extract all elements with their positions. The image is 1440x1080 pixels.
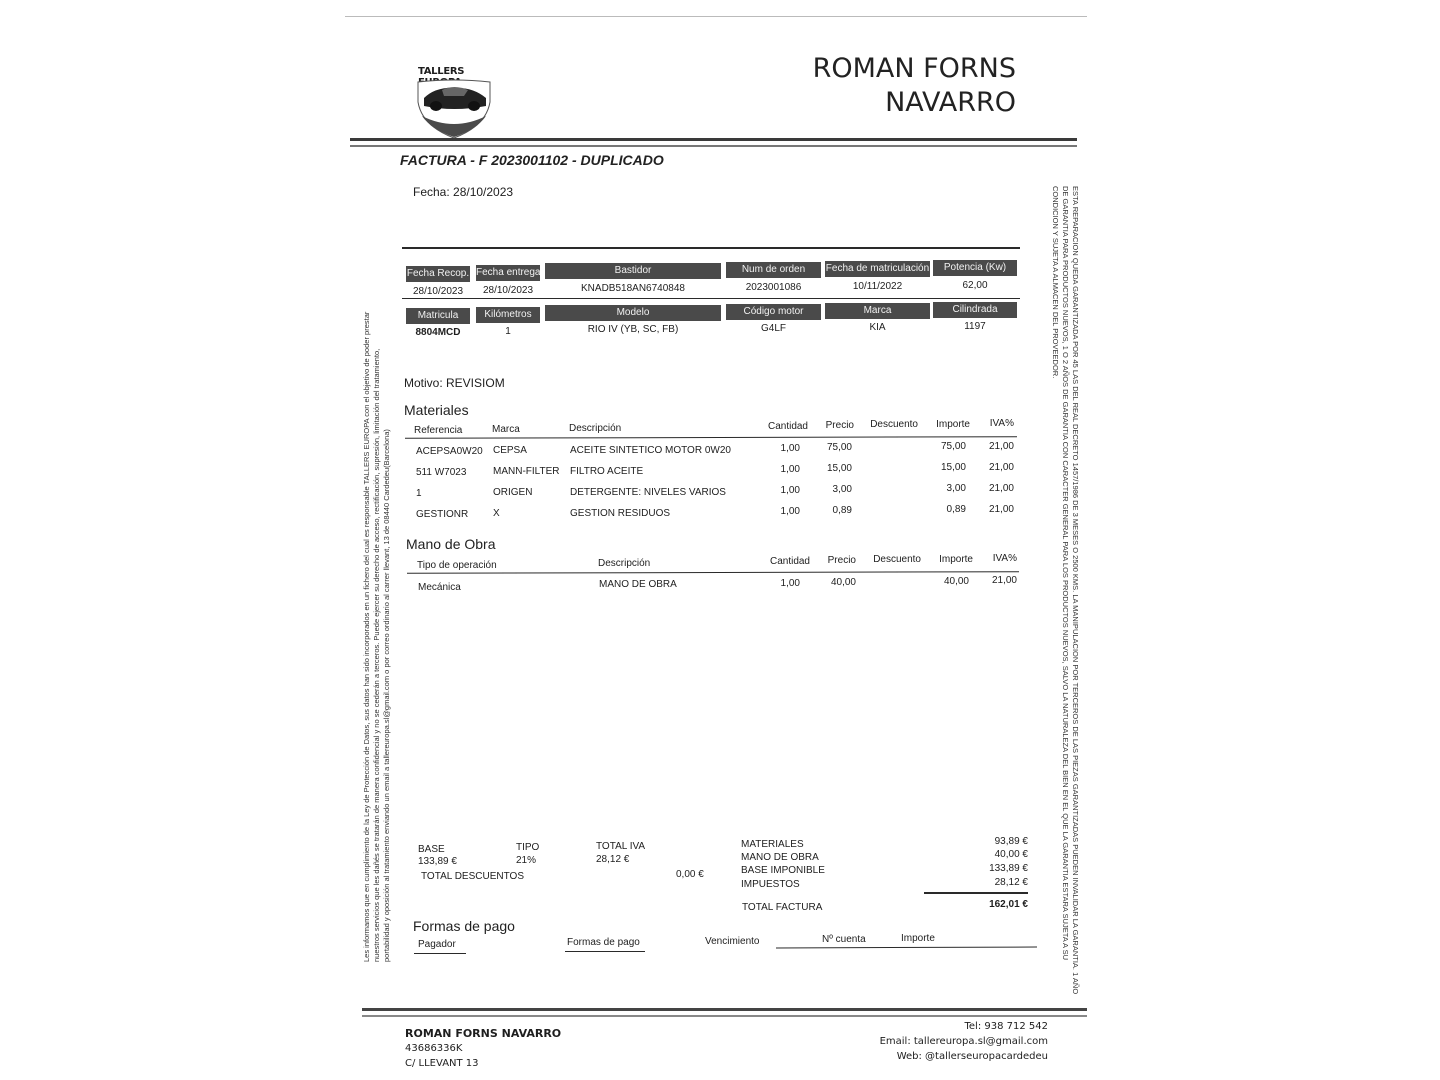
vehicle-header-fecha-entrega: Fecha entrega — [476, 265, 540, 281]
mano-obra-cell-iva: 21,00 — [991, 575, 1017, 586]
materiales-cell-referencia: ACEPSA0W20 — [416, 446, 483, 457]
motivo: Motivo: REVISIOM — [404, 376, 505, 390]
totals-base-imponible-value: 133,89 € — [989, 863, 1028, 874]
mano-obra-cell-cantidad: 1,00 — [780, 578, 800, 589]
pago-header-vencimiento: Vencimiento — [705, 936, 760, 947]
side-left-line-3: portabilidad y oposición al tratamiento enviando un email a tallereuropa.sl@gmail.com o por correo ordinario al carrer llevant, 13 de 08440 Cardedeu(Barcelona) — [382, 429, 391, 962]
vehicle-value-fecha-matriculacion: 10/11/2022 — [852, 281, 903, 292]
total-descuentos-label: TOTAL DESCUENTOS — [421, 871, 524, 882]
totals-materiales-value: 93,89 € — [994, 836, 1028, 847]
vehicle-value-fecha-recop: 28/10/2023 — [412, 286, 464, 297]
mano-obra-header-iva: IVA% — [992, 553, 1017, 564]
pago-header-cuenta: Nº cuenta — [822, 934, 866, 945]
materiales-cell-importe: 3,00 — [946, 483, 966, 494]
pago-rule-formas — [565, 951, 645, 952]
vehicle-value-codigo-motor: G4LF — [760, 323, 786, 334]
materiales-cell-precio: 15,00 — [826, 463, 852, 474]
materiales-cell-marca: X — [493, 508, 500, 519]
vehicle-header-bastidor: Bastidor — [545, 263, 721, 279]
materiales-cell-precio: 75,00 — [826, 442, 852, 453]
materiales-cell-cantidad: 1,00 — [780, 464, 800, 475]
materiales-header-cantidad: Cantidad — [767, 421, 808, 432]
footer-rule-thin — [362, 1015, 1087, 1017]
side-left-line-1: Les informamos que en cumplimiento de la Ley de Protección de Datos, sus datos han sido incorporados en un fichero del cual es responsable TALLERS EUROPA con el objetivo de poder prestar — [362, 311, 371, 962]
mano-obra-header-cantidad: Cantidad — [769, 556, 810, 567]
mano-obra-header-precio: Precio — [827, 555, 856, 566]
totals-impuestos-value: 28,12 € — [994, 877, 1028, 888]
materiales-cell-marca: CEPSA — [493, 445, 527, 456]
side-right-line-3: CONDICION Y SUJETA A ALMACEN DEL PROVEEDOR. — [1051, 186, 1060, 379]
vehicle-header-num-orden: Num de orden — [726, 262, 821, 278]
materiales-cell-descripcion: FILTRO ACEITE — [570, 466, 644, 477]
materiales-cell-referencia: 511 W7023 — [416, 467, 467, 478]
vehicle-value-modelo: RIO IV (YB, SC, FB) — [587, 324, 679, 335]
materiales-cell-referencia: 1 — [416, 488, 422, 499]
vehicle-mid-rule — [402, 298, 1020, 299]
totals-impuestos-label: IMPUESTOS — [741, 879, 800, 890]
tax-total-iva-value: 28,12 € — [596, 854, 630, 865]
tax-tipo-value: 21% — [516, 855, 537, 866]
materiales-cell-iva: 21,00 — [988, 504, 1014, 515]
materiales-header-importe: Importe — [936, 419, 970, 430]
company-logo — [412, 62, 496, 142]
materiales-cell-marca: ORIGEN — [493, 487, 533, 498]
vehicle-header-codigo-motor: Código motor — [726, 304, 821, 320]
total-factura-label: TOTAL FACTURA — [742, 902, 823, 913]
pago-header-pagador: Pagador — [418, 939, 456, 950]
materiales-cell-iva: 21,00 — [988, 462, 1014, 473]
materiales-cell-descripcion: DETERGENTE: NIVELES VARIOS — [570, 487, 726, 498]
materiales-cell-cantidad: 1,00 — [780, 485, 800, 496]
footer-email: Email: tallereuropa.sl@gmail.com — [879, 1036, 1048, 1047]
footer-company-name: ROMAN FORNS NAVARRO — [405, 1027, 562, 1040]
materiales-header-marca: Marca — [492, 424, 520, 435]
logo-text: TALLERS — [418, 66, 465, 77]
mano-obra-header-importe: Importe — [939, 554, 973, 565]
totals-materiales-label: MATERIALES — [741, 839, 804, 850]
footer-nif: 43686336K — [405, 1043, 463, 1054]
materiales-header-descripcion: Descripción — [569, 423, 622, 434]
vehicle-value-fecha-entrega: 28/10/2023 — [482, 285, 534, 296]
invoice-date: Fecha: 28/10/2023 — [413, 185, 514, 199]
vehicle-header-potencia: Potencia (Kw) — [933, 260, 1017, 276]
totals-mano-obra-label: MANO DE OBRA — [741, 852, 819, 863]
pago-rule-pagador — [414, 953, 466, 954]
materiales-cell-descripcion: ACEITE SINTETICO MOTOR 0W20 — [570, 445, 731, 456]
vehicle-value-num-orden: 2023001086 — [745, 282, 802, 293]
mano-obra-cell-descripcion: MANO DE OBRA — [599, 579, 677, 590]
materiales-header-iva: IVA% — [989, 418, 1014, 429]
materiales-header-referencia: Referencia — [414, 425, 463, 436]
tax-tipo-label: TIPO — [516, 842, 540, 853]
side-legal-text-left — [362, 312, 392, 962]
materiales-cell-importe: 75,00 — [940, 441, 966, 452]
company-name-line2: NAVARRO — [885, 87, 1016, 118]
tax-base-label: BASE — [418, 844, 445, 855]
materiales-header-precio: Precio — [825, 420, 854, 431]
footer-address: C/ LLEVANT 13 — [405, 1058, 479, 1069]
side-warranty-text-right — [1050, 186, 1080, 994]
top-scan-line — [345, 16, 1087, 17]
vehicle-header-fecha-matriculacion: Fecha de matriculación — [825, 261, 930, 277]
mano-obra-header-descripcion: Descripción — [598, 558, 651, 569]
car-shield-icon — [414, 78, 494, 140]
vehicle-header-matricula: Matricula — [406, 308, 470, 324]
formas-pago-title: Formas de pago — [413, 918, 515, 934]
materiales-cell-cantidad: 1,00 — [780, 443, 800, 454]
vehicle-value-kilometros: 1 — [505, 326, 511, 337]
mano-obra-header-tipo: Tipo de operación — [417, 560, 497, 571]
footer-rule — [362, 1008, 1087, 1011]
vehicle-value-matricula: 8804MCD — [415, 327, 461, 338]
footer-tel: Tel: 938 712 542 — [964, 1021, 1048, 1032]
vehicle-header-fecha-recop: Fecha Recop. — [406, 266, 470, 282]
header-rule — [350, 138, 1077, 141]
mano-obra-header-rule — [407, 571, 1019, 574]
mano-obra-cell-tipo: Mecánica — [418, 582, 461, 593]
total-factura-value: 162,01 € — [989, 899, 1028, 910]
invoice-title: FACTURA - F 2023001102 - DUPLICADO — [400, 152, 664, 168]
pago-header-formas: Formas de pago — [567, 937, 640, 948]
totals-mano-obra-value: 40,00 € — [994, 849, 1028, 860]
vehicle-header-cilindrada: Cilindrada — [933, 302, 1017, 318]
totals-base-imponible-label: BASE IMPONIBLE — [741, 865, 825, 876]
vehicle-header-marca: Marca — [825, 303, 930, 319]
header-rule-thin — [350, 145, 1077, 147]
company-name-line1: ROMAN FORNS — [812, 53, 1016, 84]
vehicle-value-marca: KIA — [869, 322, 886, 333]
materiales-header-rule — [405, 436, 1017, 439]
vehicle-value-bastidor: KNADB518AN6740848 — [581, 283, 685, 294]
materiales-cell-iva: 21,00 — [988, 483, 1014, 494]
tax-total-iva-label: TOTAL IVA — [596, 841, 646, 852]
side-right-line-1: ESTA REPARACION QUEDA GARANTIZADA POR 45 LAS DEL REAL DECRETO 1457/1986 DE 3 MESES O 2500 KMS. LA MANIPULACION POR TERCEROS DE LAS PIEZAS GARANTIZADAS PUEDEN INVALIDAR LA GARANTIA. 1 AÑO — [1071, 186, 1080, 995]
tax-base-value: 133,89 € — [418, 856, 457, 867]
materiales-cell-descripcion: GESTION RESIDUOS — [570, 508, 671, 519]
materiales-cell-precio: 3,00 — [832, 484, 852, 495]
materiales-cell-cantidad: 1,00 — [780, 506, 800, 517]
mano-obra-title: Mano de Obra — [406, 536, 496, 552]
company-name — [760, 52, 1016, 120]
materiales-header-descuento: Descuento — [870, 419, 918, 430]
vehicle-top-rule — [402, 247, 1020, 249]
footer-web: Web: @tallerseuropacardedeu — [896, 1051, 1048, 1062]
vehicle-header-kilometros: Kilómetros — [476, 307, 540, 323]
materiales-cell-referencia: GESTIONR — [416, 509, 469, 520]
materiales-cell-precio: 0,89 — [832, 505, 852, 516]
vehicle-header-modelo: Modelo — [545, 305, 721, 321]
pago-header-importe: Importe — [901, 933, 935, 944]
materiales-cell-iva: 21,00 — [988, 441, 1014, 452]
vehicle-value-potencia: 62,00 — [962, 280, 988, 291]
mano-obra-cell-precio: 40,00 — [830, 577, 856, 588]
materiales-cell-importe: 15,00 — [940, 462, 966, 473]
totals-rule — [924, 892, 1028, 894]
materiales-cell-importe: 0,89 — [946, 504, 966, 515]
side-right-line-2: DE GARANTIA PARA PRODUCTOS NUEVOS, 1 O 2 AÑOS DE GARANTIA CON CARACTER GENERAL PARA LOS PRODUCTOS NUEVOS, SALVO LA NATURALEZA DEL BIEN EN EL QUE LA GARANTIA ESTARA SUJETA A SU — [1061, 186, 1070, 961]
side-left-line-2: nuestros servicios que les dañés se tratarán de manera confidencial y no se cederán a terceros. Puede ejercer su derecho de acceso, rectificación, supresión, limitación del tratamiento, — [372, 348, 381, 962]
materiales-cell-marca: MANN-FILTER — [493, 466, 560, 477]
pago-rule-right — [776, 947, 1037, 949]
total-descuentos-value: 0,00 € — [676, 869, 704, 880]
mano-obra-cell-importe: 40,00 — [943, 576, 969, 587]
materiales-title: Materiales — [404, 402, 469, 418]
vehicle-value-cilindrada: 1197 — [964, 321, 986, 332]
mano-obra-header-descuento: Descuento — [873, 554, 921, 565]
